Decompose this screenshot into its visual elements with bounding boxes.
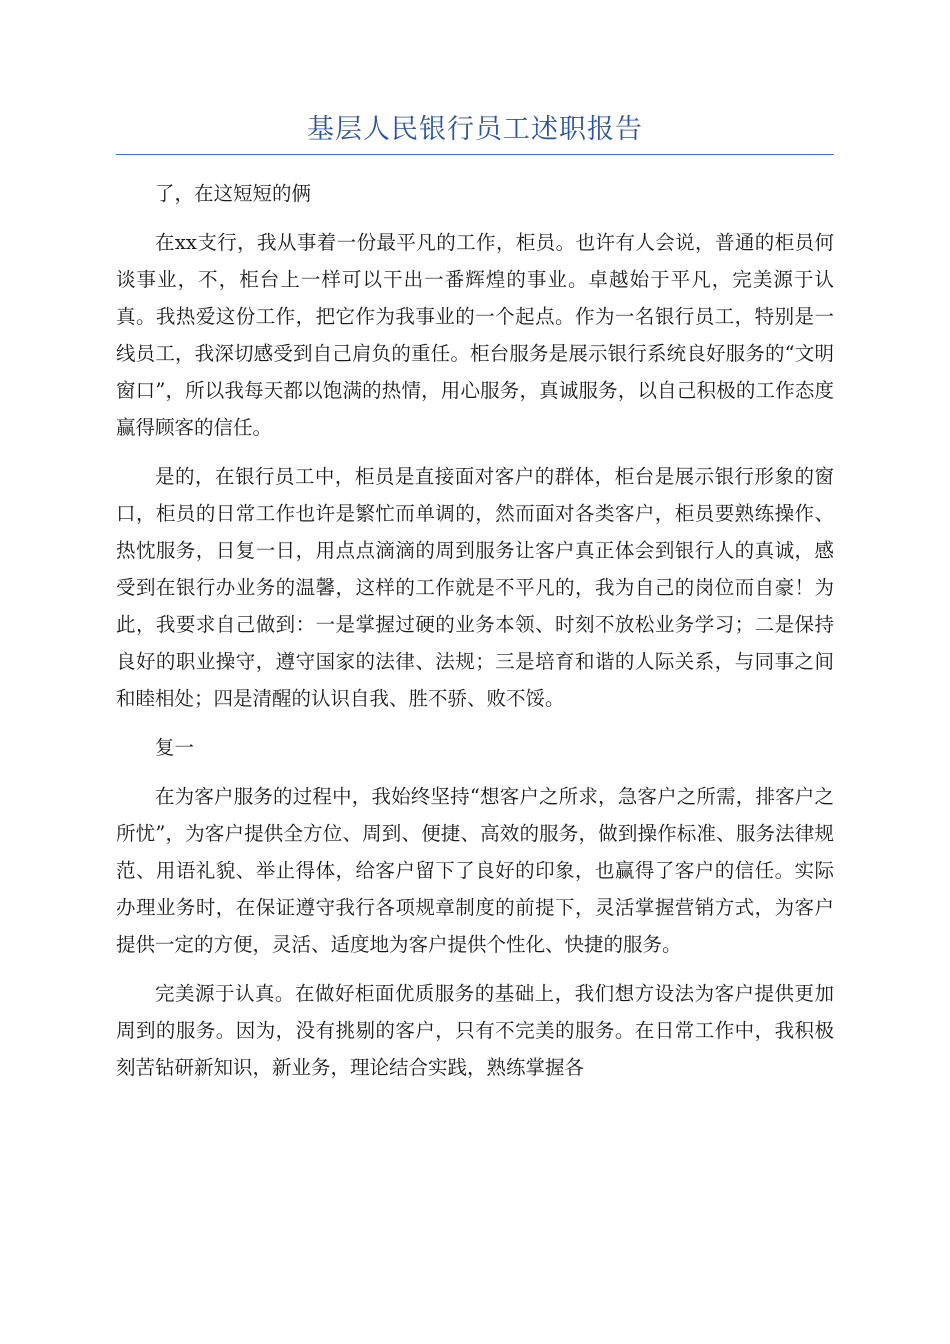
- paragraph-1: 了，在这短短的俩: [155, 182, 312, 205]
- paragraph-4: 复一: [155, 736, 195, 759]
- title-underline: [116, 154, 834, 155]
- document-title: 基层人民银行员工述职报告: [307, 114, 643, 145]
- paragraph-2: 在xx支行，我从事着一份最平凡的工作，柜员。也许有人会说，普通的柜员何谈事业，不，柜台上一样可以干出一番辉煌的事业。卓越始于平凡，完美源于认真。我热爱这份工作，把它作为我事业的一个起点。作为一名银行员工，特别是一线员工，我深切感受到自己肩负的重任。柜台服务是展示银行系统良好服务的“文明窗口”，所以我每天都以饱满的热情，用心服务，真诚服务，以自己积极的工作态度赢得顾客的信任。: [116, 231, 834, 439]
- paragraph-3: 是的，在银行员工中，柜员是直接面对客户的群体，柜台是展示银行形象的窗口，柜员的日常工作也许是繁忙而单调的，然而面对各类客户，柜员要熟练操作、热忱服务，日复一日，用点点滴滴的周到服务让客户真正体会到银行人的真诚，感受到在银行办业务的温馨，这样的工作就是不平凡的，我为自己的岗位而自豪！为此，我要求自己做到：一是掌握过硬的业务本领、时刻不放松业务学习；二是保持良好的职业操守，遵守国家的法律、法规；三是培育和谐的人际关系，与同事之间和睦相处；四是清醒的认识自我、胜不骄、败不馁。: [116, 465, 834, 710]
- paragraph-5: 在为客户服务的过程中，我始终坚持“想客户之所求，急客户之所需，排客户之所忧”，为客户提供全方位、周到、便捷、高效的服务，做到操作标准、服务法律规范、用语礼貌、举止得体，给客户留下了良好的印象，也赢得了客户的信任。实际办理业务时，在保证遵守我行各项规章制度的前提下，灵活掌握营销方式，为客户提供一定的方便，灵活、适度地为客户提供个性化、快捷的服务。: [116, 785, 834, 956]
- document-body: [116, 175, 834, 1098]
- paragraph-6: 完美源于认真。在做好柜面优质服务的基础上，我们想方设法为客户提供更加周到的服务。因为，没有挑剔的客户，只有不完美的服务。在日常工作中，我积极刻苦钻研新知识，新业务，理论结合实践，熟练掌握各: [116, 982, 834, 1079]
